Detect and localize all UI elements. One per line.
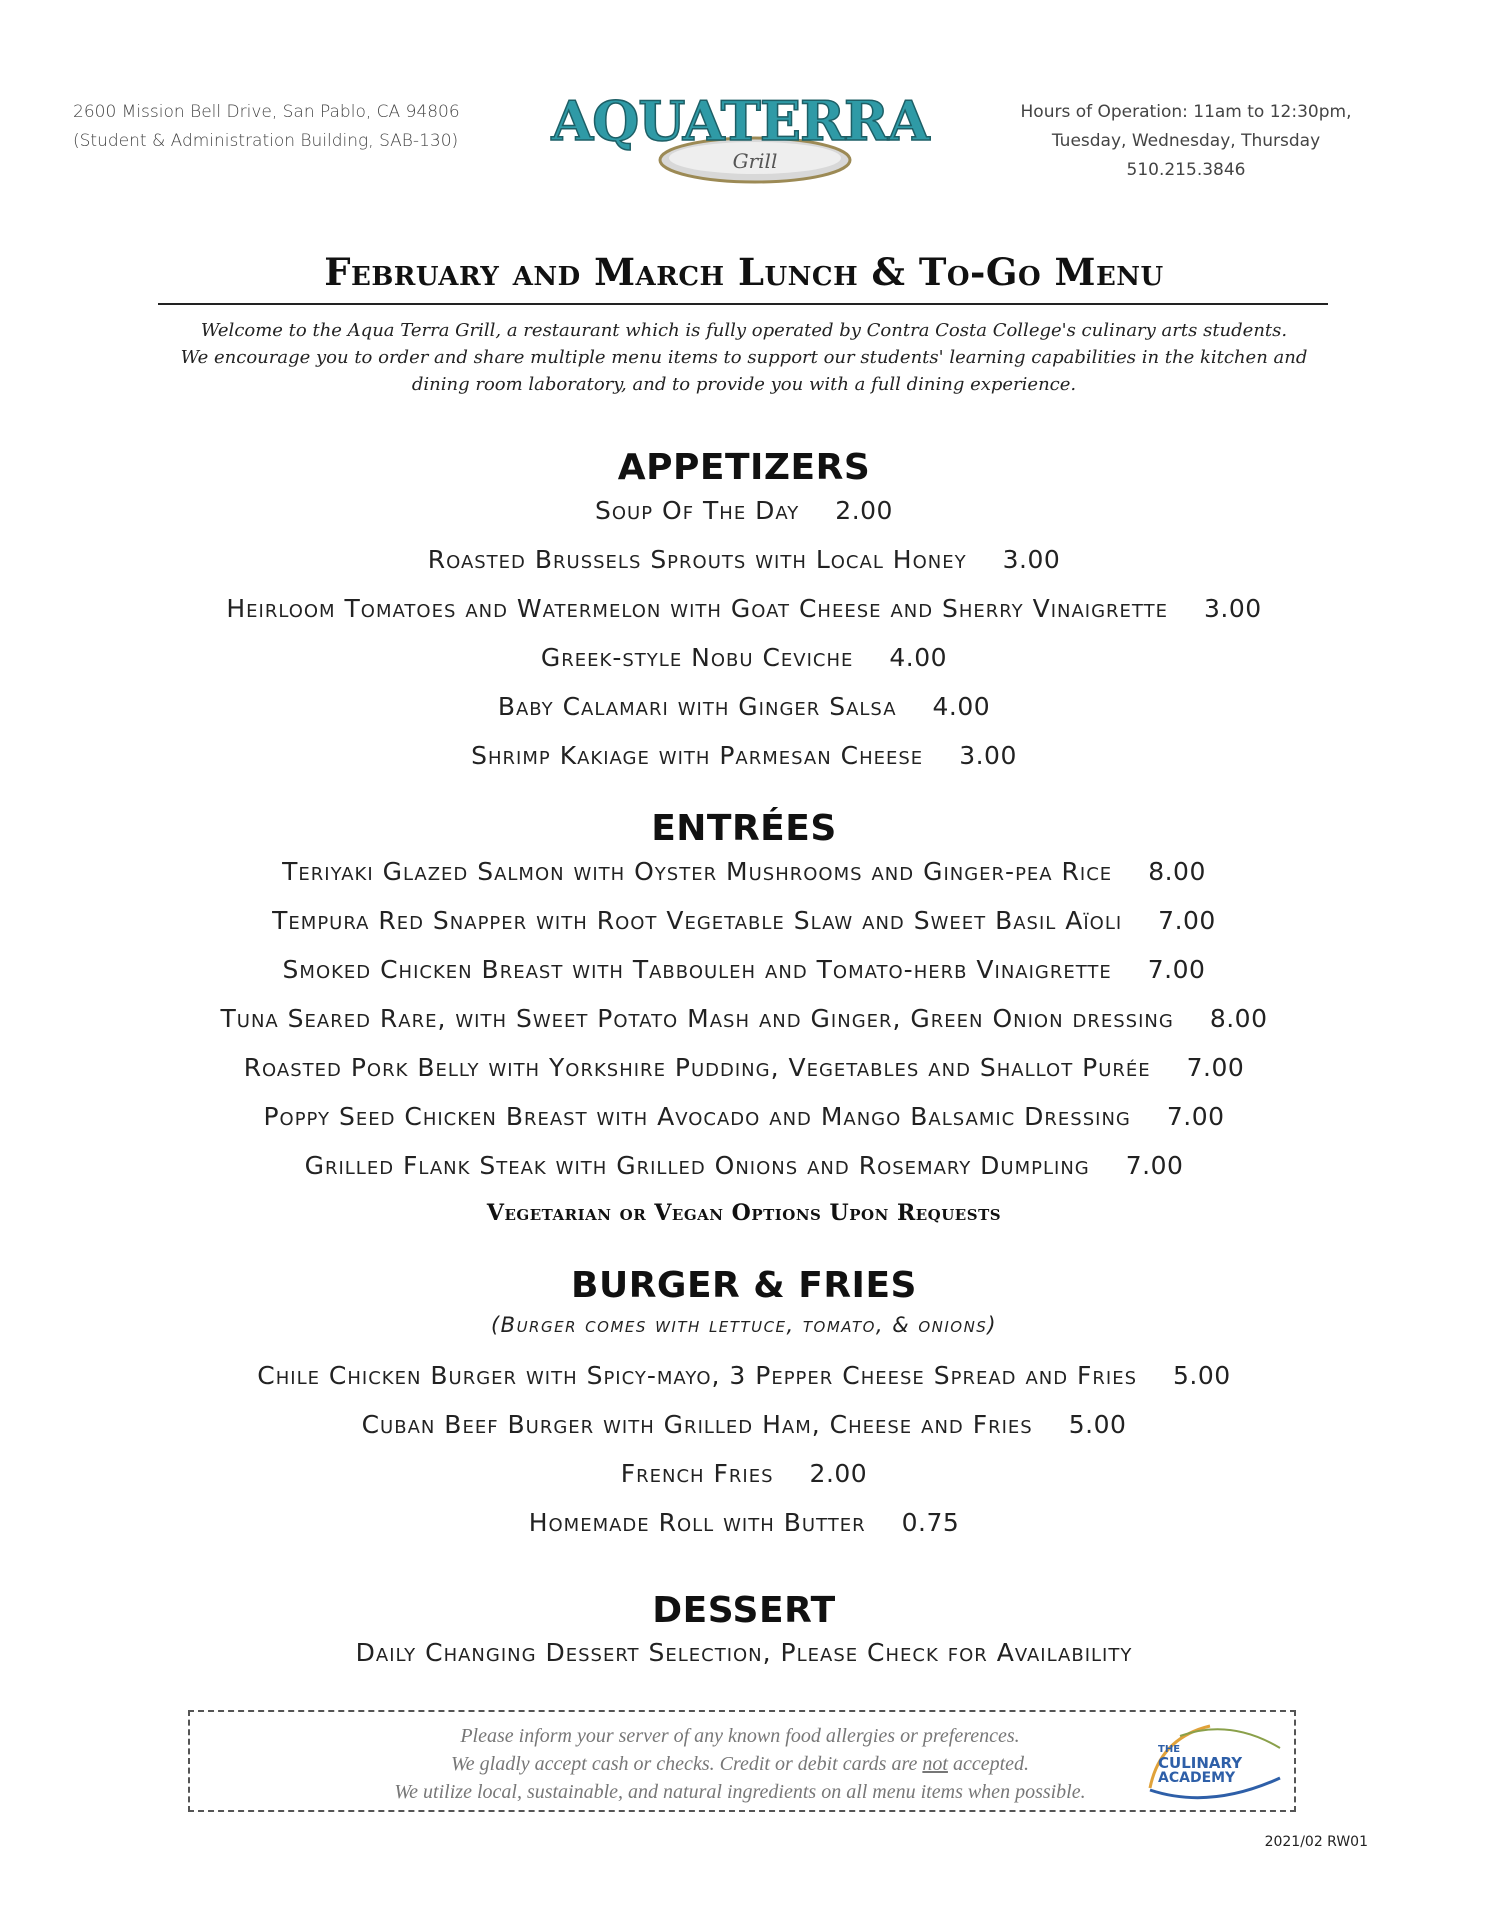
item-price: 3.00 [1203, 594, 1262, 623]
item-price: 7.00 [1158, 906, 1216, 935]
menu-item [0, 1102, 1488, 1131]
item-price: 7.00 [1125, 1151, 1184, 1180]
item-price: 3.00 [1002, 545, 1061, 574]
academy-academy: ACADEMY [1158, 1770, 1236, 1786]
item-price: 7.00 [1147, 955, 1206, 984]
item-name: Soup Of The Day [595, 496, 800, 525]
title-divider [158, 303, 1328, 305]
address-building: (Student & Administration Building, SAB-130) [73, 131, 459, 151]
item-price: 7.00 [1186, 1053, 1245, 1082]
item-price: 7.00 [1166, 1102, 1225, 1131]
menu-item [0, 1410, 1488, 1439]
intro-line: dining room laboratory, and to provide you with a full dining experience. [411, 374, 1077, 395]
allergy-notice: Please inform your server of any known food allergies or preferences. [460, 1725, 1020, 1747]
item-price: 4.00 [889, 643, 948, 672]
item-price: 8.00 [1209, 1004, 1268, 1033]
menu-item [0, 496, 1488, 525]
payment-text: We gladly accept cash or checks. Credit or debit cards are [450, 1753, 923, 1775]
item-price: 4.00 [932, 692, 991, 721]
address-line: 2600 Mission Bell Drive, San Pablo, CA 94806 [73, 102, 460, 122]
menu-item [0, 1459, 1488, 1488]
aquaterra-grill-logo [540, 80, 940, 200]
item-name: Tuna Seared Rare, with Sweet Potato Mash and Ginger, Green Onion dressing [220, 1004, 1174, 1033]
section-title-burgers: BURGER & FRIES [571, 1265, 917, 1306]
item-name: Teriyaki Glazed Salmon with Oyster Mushrooms and Ginger-pea Rice [282, 857, 1113, 886]
item-price: 2.00 [835, 496, 893, 525]
menu-item [0, 955, 1488, 984]
menu-title: February and March Lunch & To-Go Menu [324, 250, 1164, 294]
burger-subtitle: (Burger comes with lettuce, tomato, & onions) [490, 1313, 998, 1337]
item-name: French Fries [620, 1459, 774, 1488]
menu-item [0, 643, 1488, 672]
menu-item [0, 1361, 1488, 1390]
intro-text [130, 317, 1358, 398]
logo-grill: Grill [732, 149, 778, 173]
academy-the: THE [1158, 1744, 1181, 1755]
hours-line: Hours of Operation: 11am to 12:30pm, [1020, 102, 1352, 122]
item-name: Heirloom Tomatoes and Watermelon with Goat Cheese and Sherry Vinaigrette [226, 594, 1168, 623]
item-name: Roasted Brussels Sprouts with Local Honey [427, 545, 967, 574]
item-name: Greek-style Nobu Ceviche [540, 643, 854, 672]
phone-number: 510.215.3846 [1126, 160, 1246, 180]
item-name: Grilled Flank Steak with Grilled Onions and Rosemary Dumpling [304, 1151, 1090, 1180]
payment-text-end: accepted. [947, 1753, 1030, 1775]
address-block [73, 98, 493, 156]
menu-item [0, 1508, 1488, 1537]
dessert-text: Daily Changing Dessert Selection, Please Check for Availability [355, 1638, 1133, 1667]
payment-emphasis: not [922, 1753, 948, 1775]
footer-text [310, 1722, 1170, 1806]
academy-culinary: CULINARY [1158, 1754, 1243, 1772]
item-name: Chile Chicken Burger with Spicy-mayo, 3 Pepper Cheese Spread and Fries [257, 1361, 1138, 1390]
menu-item [0, 545, 1488, 574]
item-name: Tempura Red Snapper with Root Vegetable Slaw and Sweet Basil Aïoli [272, 906, 1123, 935]
section-title-entrees: ENTRÉES [651, 808, 837, 849]
item-name: Homemade Roll with Butter [528, 1508, 866, 1537]
item-name: Baby Calamari with Ginger Salsa [497, 692, 897, 721]
item-name: Poppy Seed Chicken Breast with Avocado and Mango Balsamic Dressing [263, 1102, 1131, 1131]
menu-item [0, 594, 1488, 623]
item-name: Smoked Chicken Breast with Tabbouleh and Tomato-herb Vinaigrette [282, 955, 1112, 984]
menu-item [0, 1151, 1488, 1180]
ingredients-notice: We utilize local, sustainable, and natural ingredients on all menu items when possible. [394, 1781, 1086, 1803]
document-code: 2021/02 RW01 [1264, 1834, 1368, 1850]
hours-days: Tuesday, Wednesday, Thursday [1051, 131, 1321, 151]
item-name: Shrimp Kakiage with Parmesan Cheese [471, 741, 924, 770]
item-name: Cuban Beef Burger with Grilled Ham, Cheese and Fries [361, 1410, 1033, 1439]
hours-block [986, 98, 1386, 185]
item-price: 5.00 [1068, 1410, 1127, 1439]
vegetarian-note: Vegetarian or Vegan Options Upon Requests [486, 1200, 1002, 1226]
menu-item [0, 692, 1488, 721]
footer-notice-box [188, 1710, 1296, 1812]
item-price: 8.00 [1148, 857, 1206, 886]
item-price: 3.00 [959, 741, 1017, 770]
culinary-academy-logo [1140, 1718, 1288, 1808]
menu-item [0, 741, 1488, 770]
menu-item [0, 857, 1488, 886]
item-name: Roasted Pork Belly with Yorkshire Pudding, Vegetables and Shallot Purée [243, 1053, 1151, 1082]
menu-item [0, 1004, 1488, 1033]
payment-notice [310, 1750, 1170, 1778]
intro-line: Welcome to the Aqua Terra Grill, a restaurant which is fully operated by Contra Costa College's culinary arts students. [200, 320, 1288, 341]
section-title-dessert: DESSERT [652, 1590, 836, 1631]
section-title-appetizers: APPETIZERS [617, 447, 871, 488]
item-price: 5.00 [1173, 1361, 1231, 1390]
intro-line: We encourage you to order and share multiple menu items to support our students' learning capabilities in the kitchen and [180, 347, 1308, 368]
logo-wordmark: AQUATERRA [551, 89, 929, 153]
item-price: 0.75 [901, 1508, 960, 1537]
item-price: 2.00 [809, 1459, 868, 1488]
menu-item [0, 906, 1488, 935]
menu-item [0, 1053, 1488, 1082]
